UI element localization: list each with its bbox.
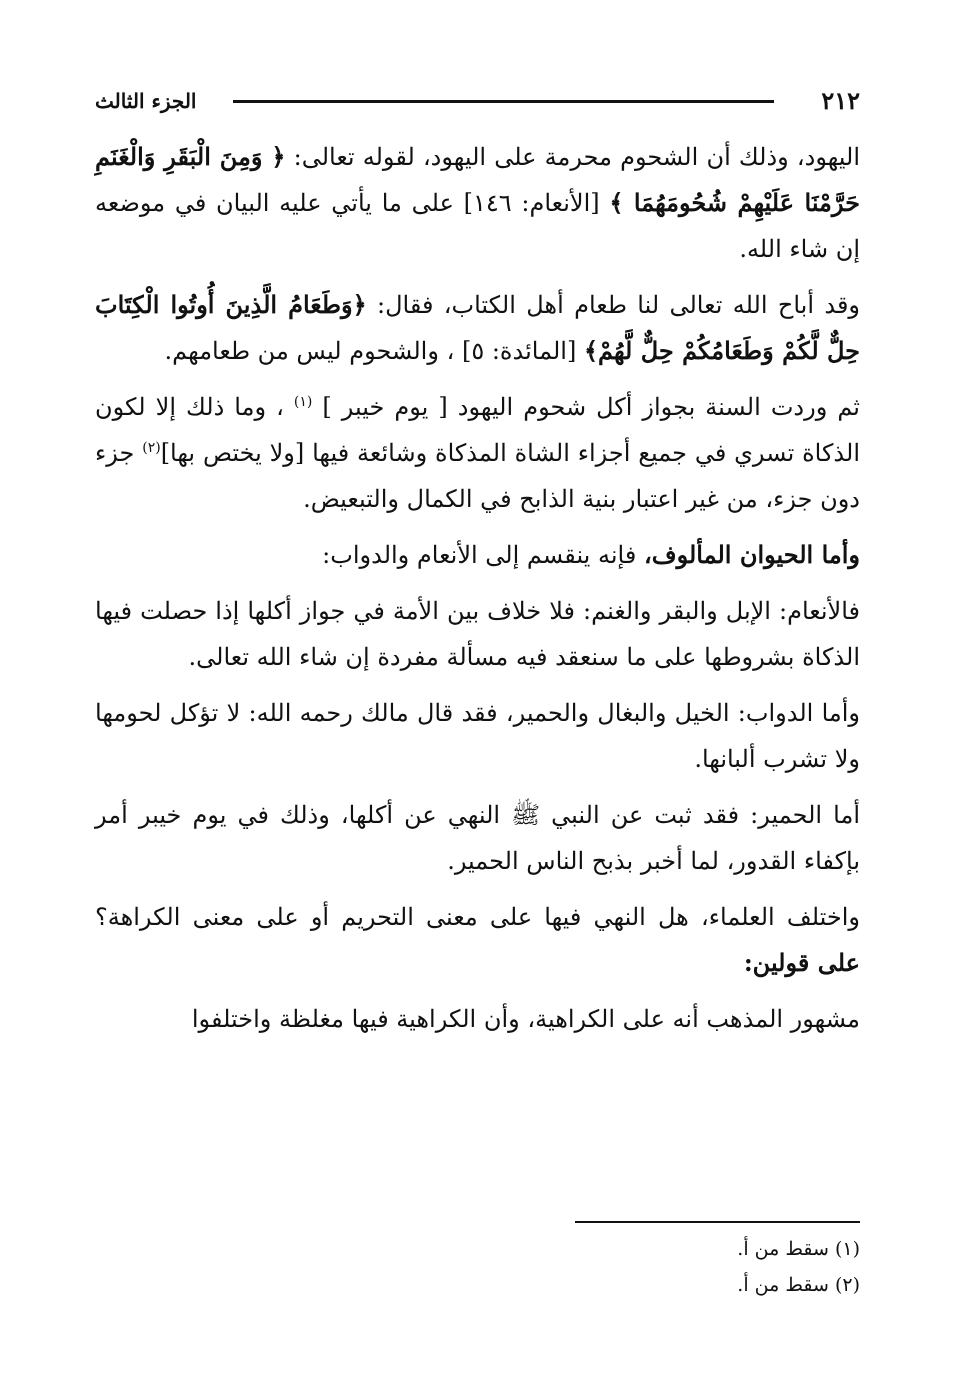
paragraph-4 bbox=[95, 532, 860, 578]
quran-verse-maida: ﴿وَطَعَامُ الَّذِينَ أُوتُوا الْكِتَابَ حِلٌّ لَّكُمْ وَطَعَامُكُمْ حِلٌّ لَّهُمْ﴾ bbox=[95, 290, 860, 365]
paragraph-7: أما الحمير: فقد ثبت عن النبي ﷺ النهي عن أكلها، وذلك في يوم خيبر أمر بإكفاء القدور، لما أخبر بذبح الناس الحمير. bbox=[95, 801, 860, 875]
page-number: ٢١٢ bbox=[821, 86, 860, 115]
paragraph-3-text-b: ، وما ذلك إلا لكون الذكاة تسري في جميع أجزاء الشاة المذكاة وشائعة فيها [ولا يختص بها] bbox=[95, 393, 860, 467]
section-heading-livestock: وأما الحيوان المألوف، bbox=[643, 540, 860, 569]
paragraph-2-text-b: [المائدة: ٥] ، والشحوم ليس من طعامهم. bbox=[164, 337, 584, 365]
footnote-1: (١) سقط من أ. bbox=[737, 1238, 860, 1260]
paragraph-2 bbox=[95, 282, 860, 374]
paragraph-6: وأما الدواب: الخيل والبغال والحمير، فقد قال مالك رحمه الله: لا تؤكل لحومها ولا تشرب ألبانها. bbox=[95, 699, 860, 773]
paragraph-8-text: واختلف العلماء، هل النهي فيها على معنى التحريم أو على معنى الكراهة؟ bbox=[95, 903, 860, 931]
paragraph-3 bbox=[95, 384, 860, 522]
page-body bbox=[95, 134, 860, 1052]
header-rule bbox=[233, 100, 774, 103]
paragraph-1 bbox=[95, 134, 860, 272]
footnote-divider bbox=[575, 1221, 860, 1223]
paragraph-3-text-a: ثم وردت السنة بجواز أكل شحوم اليهود [ يوم خيبر ] bbox=[312, 393, 860, 421]
paragraph-1-text-b: [الأنعام: ١٤٦] على ما يأتي عليه البيان في موضعه إن شاء الله. bbox=[95, 189, 860, 263]
paragraph-1-text-a: اليهود، وذلك أن الشحوم محرمة على اليهود، لقوله تعالى: bbox=[285, 143, 861, 171]
two-opinions-label: على قولين: bbox=[743, 948, 860, 977]
footnote-2: (٢) سقط من أ. bbox=[737, 1274, 860, 1296]
paragraph-4-text: فإنه ينقسم إلى الأنعام والدواب: bbox=[322, 541, 644, 569]
quran-verse-anam: ﴿ وَمِنَ الْبَقَرِ وَالْغَنَمِ حَرَّمْنَا عَلَيْهِمْ شُحُومَهُمَا ﴾ bbox=[95, 142, 860, 217]
paragraph-2-text-a: وقد أباح الله تعالى لنا طعام أهل الكتاب، فقال: bbox=[366, 291, 861, 319]
paragraph-9: مشهور المذهب أنه على الكراهية، وأن الكراهية فيها مغلظة واختلفوا bbox=[191, 1005, 860, 1033]
paragraph-3-text-c: جزء دون جزء، من غير اعتبار بنية الذابح في الكمال والتبعيض. bbox=[95, 439, 860, 513]
paragraph-8 bbox=[95, 894, 860, 986]
footnote-ref-2[interactable]: (٢) bbox=[142, 440, 161, 456]
footnotes bbox=[95, 1231, 860, 1303]
paragraph-5: فالأنعام: الإبل والبقر والغنم: فلا خلاف بين الأمة في جواز أكلها إذا حصلت فيها الذكاة بشروطها على ما سنعقد فيه مسألة مفردة إن شاء الله تعالى. bbox=[95, 597, 860, 671]
page-header bbox=[95, 84, 860, 118]
footnote-ref-1[interactable]: (١) bbox=[293, 394, 313, 410]
running-title: الجزء الثالث bbox=[95, 89, 197, 113]
